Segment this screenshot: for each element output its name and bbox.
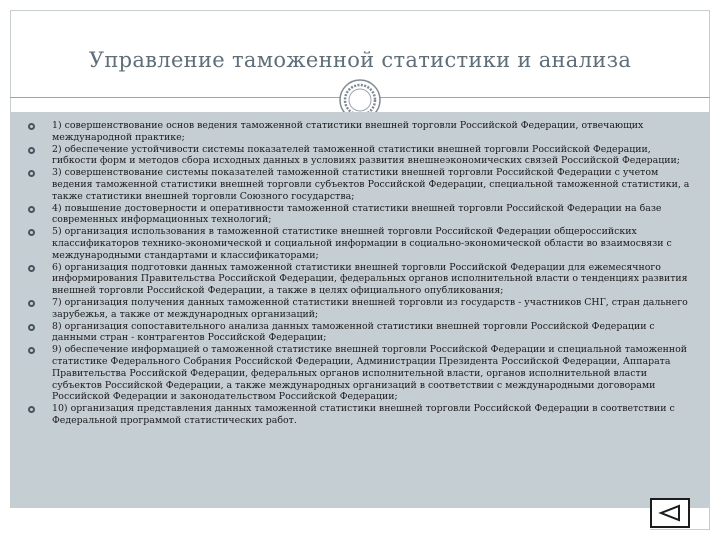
bullet-icon xyxy=(28,206,35,213)
list-item xyxy=(26,262,696,297)
bullet-icon xyxy=(28,300,35,307)
bullet-icon xyxy=(28,123,35,130)
bullet-icon xyxy=(28,170,35,177)
bullet-icon xyxy=(28,347,35,354)
bullet-icon xyxy=(28,265,35,272)
page-title: Управление таможенной статистики и анализа xyxy=(88,48,632,72)
list-item xyxy=(26,144,696,168)
bullet-list xyxy=(26,120,696,427)
list-item xyxy=(26,297,696,321)
list-item-text: 9) обеспечение информацией о таможенной статистике внешней торговли Российской Федерации и специальной таможенной статистике Федерального Собрания Российской Федерации, Администрации Президента Российской Федерации, Аппарата Правительства Российской Федерации, федеральных органов исполнительной власти, органов исполнительной власти субъектов Российской Федерации, а также международных организаций в соответствии с международными договорами Российской Федерации и законодательством Российской Федерации; xyxy=(52,344,688,403)
list-item xyxy=(26,344,696,403)
list-item xyxy=(26,226,696,261)
list-item-text: 10) организация представления данных таможенной статистики внешней торговли Российской Федерации в соответствии с Федеральной программой статистических работ. xyxy=(52,403,675,426)
bullet-icon xyxy=(28,229,35,236)
list-item xyxy=(26,403,696,427)
list-item-text: 8) организация сопоставительного анализа данных таможенной статистики внешней торговли Российской Федерации с данными стран - контрагентов Российской Федерации; xyxy=(52,320,655,344)
list-item xyxy=(26,203,696,227)
bullet-icon xyxy=(28,147,35,154)
bullet-icon xyxy=(28,406,35,413)
list-item xyxy=(26,120,696,144)
list-item-text: 2) обеспечение устойчивости системы показателей таможенной статистики внешней торговли Российской Федерации, гибкости форм и методов сбора исходных данных в условиях развития внешнеэкономических связей Российской Федерации; xyxy=(52,143,680,167)
list-item-text: 4) повышение достоверности и оперативности таможенной статистики внешней торговли Российской Федерации на базе современных информационных технологий; xyxy=(52,202,662,226)
list-item xyxy=(26,167,696,202)
list-item-text: 1) совершенствование основ ведения таможенной статистики внешней торговли Российской Федерации, отвечающих международной практике; xyxy=(52,120,644,143)
list-item-text: 6) организация подготовки данных таможенной статистики внешней торговли Российской Федерации для ежемесячного информирования Правительства Российской Федерации, федеральных органов исполнительной власти о тенденциях развития внешней торговли Российской Федерации, а также в целях официального опубликования; xyxy=(52,261,688,297)
bullet-icon xyxy=(28,324,35,331)
list-item xyxy=(26,321,696,345)
list-item-text: 7) организация получения данных таможенной статистики внешней торговли из государств - участников СНГ, стран дальнего зарубежья, а также от международных организаций; xyxy=(52,296,688,320)
list-item-text: 5) организация использования в таможенной статистике внешней торговли Российской Федерации общероссийских классификаторов технико-экономической и социальной информации в социально-экономической области во взаимосвязи с международными стандартами и классификаторами; xyxy=(52,226,672,261)
triangle-left-icon xyxy=(658,504,682,522)
footer-bar xyxy=(10,508,650,530)
list-item-text: 3) совершенствование системы показателей таможенной статистики внешней торговли Российской Федерации с учетом ведения таможенной статистики внешней торговли субъектов Российской Федерации, специальной таможенной статистики, а также статистики внешней торговли Союзного государства; xyxy=(52,167,690,202)
previous-slide-button[interactable] xyxy=(650,498,690,528)
